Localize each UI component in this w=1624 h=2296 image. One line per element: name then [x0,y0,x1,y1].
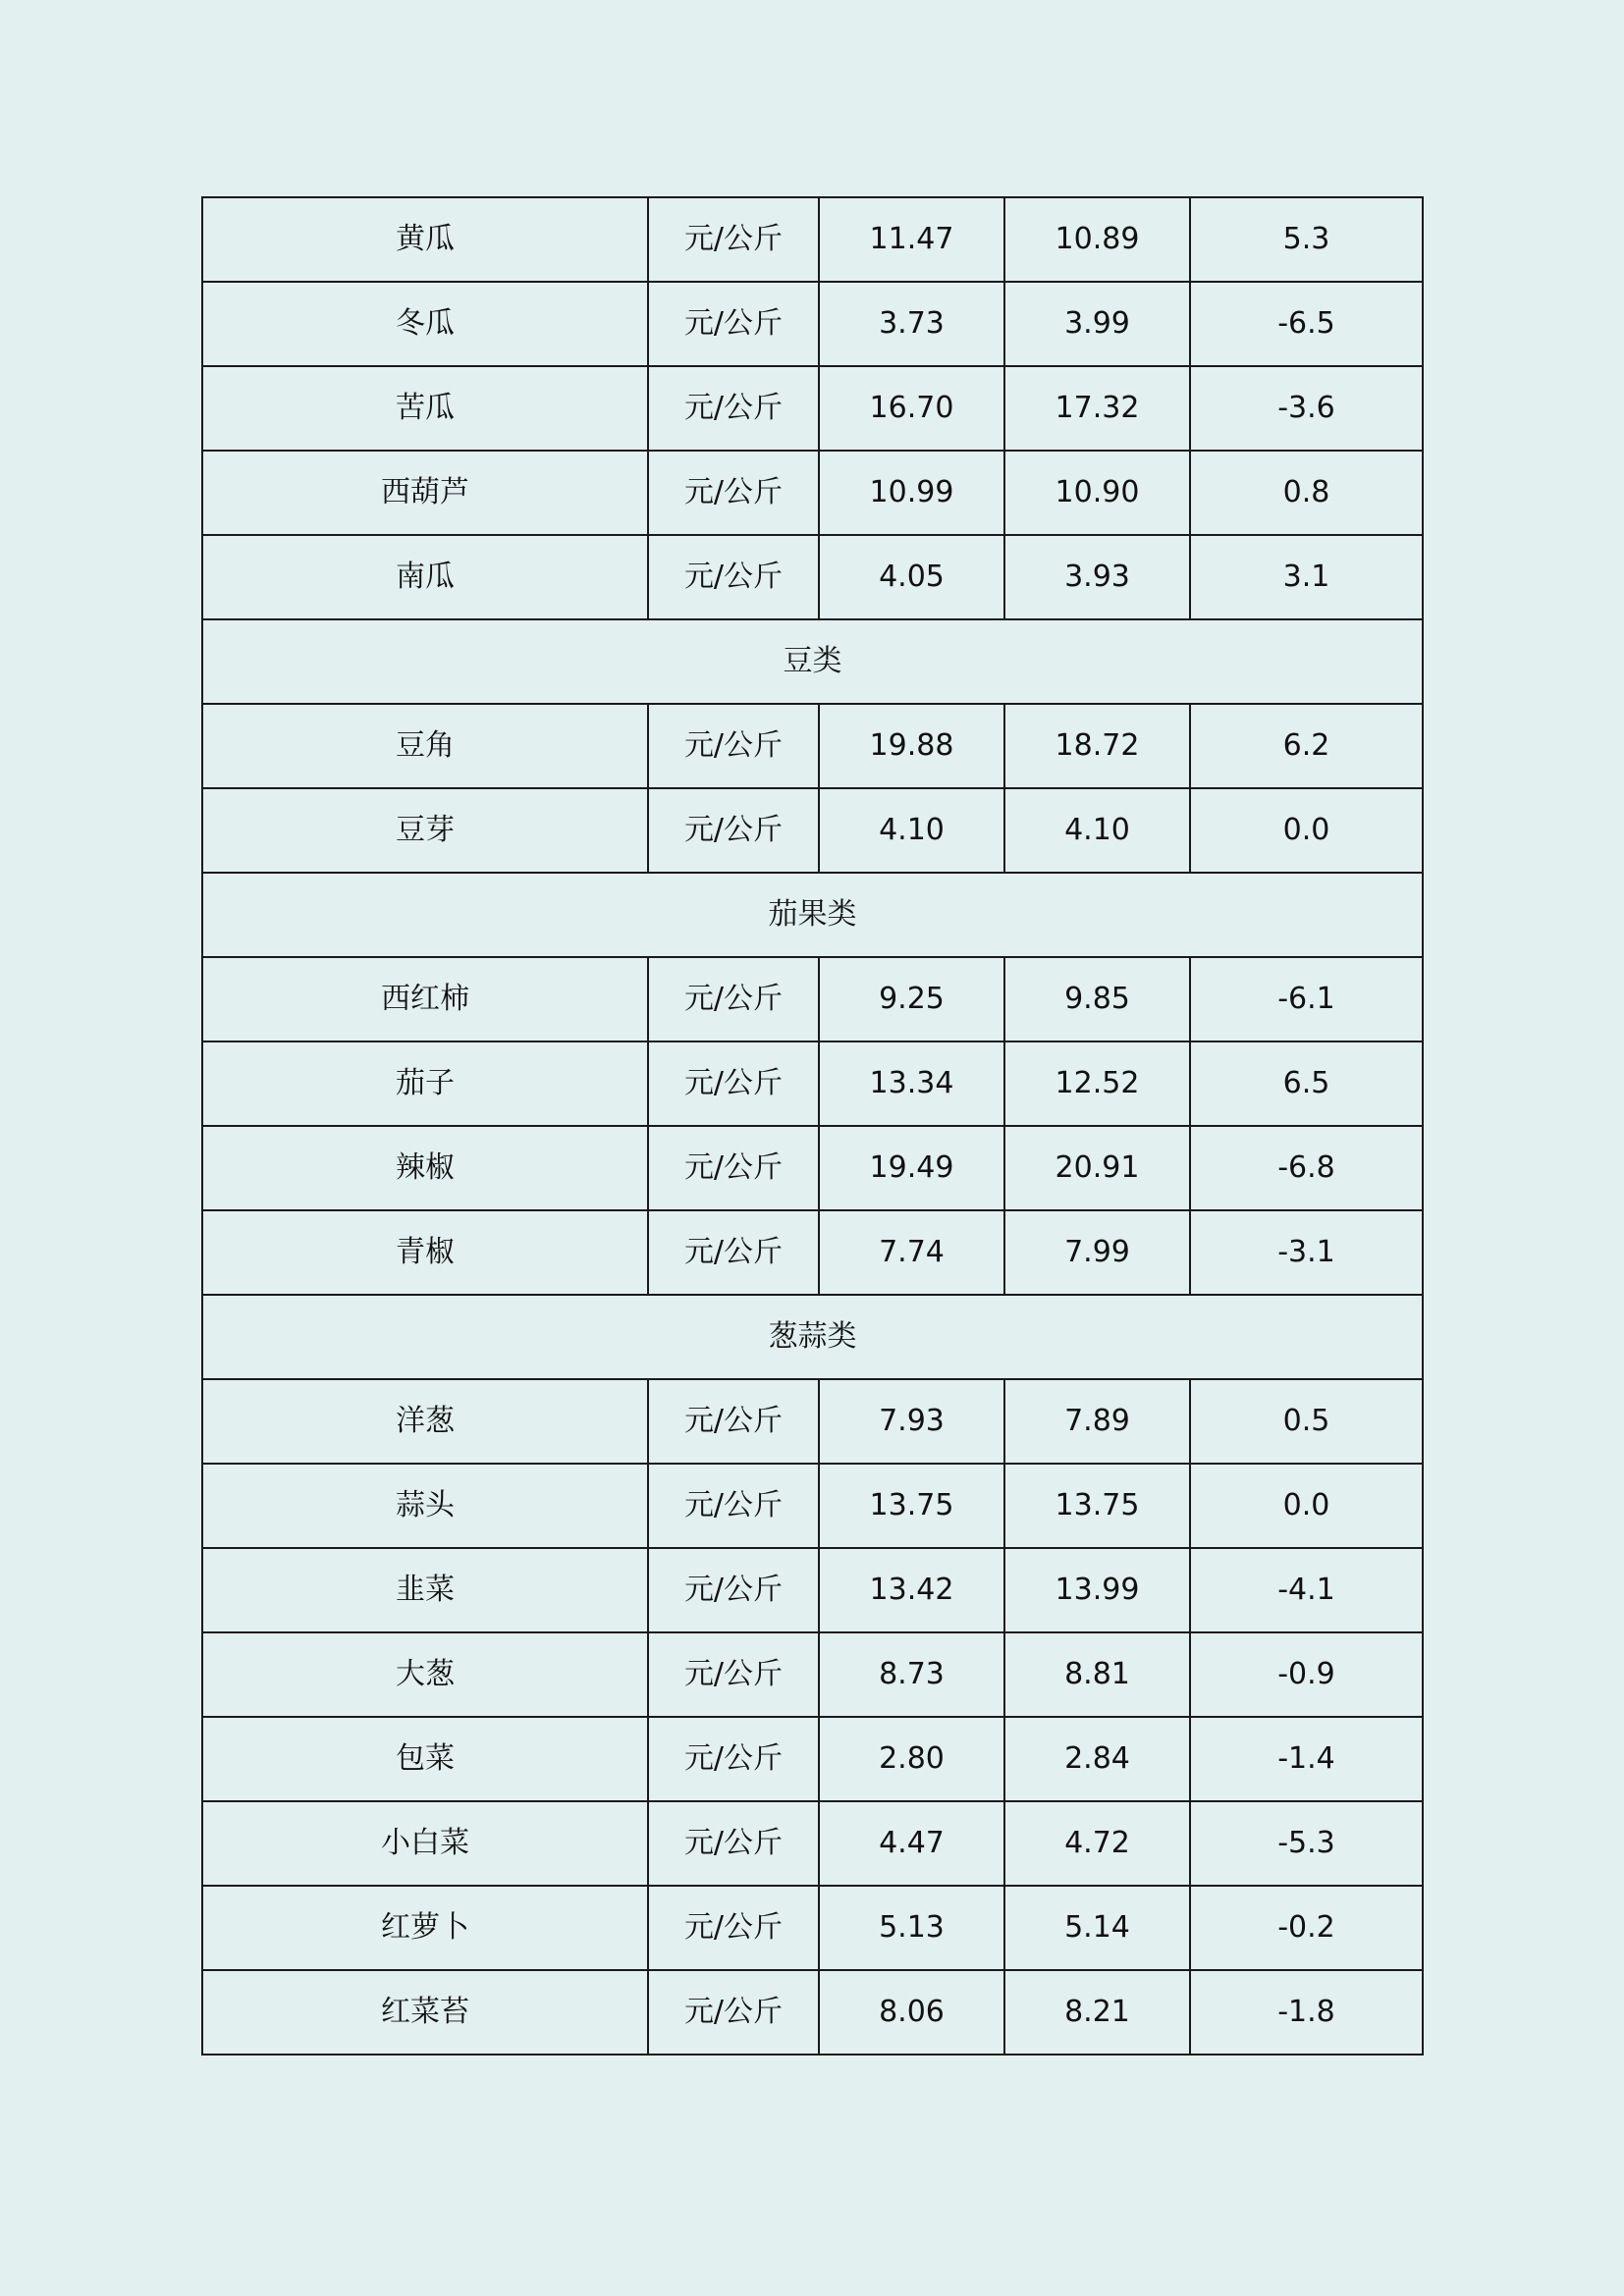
previous-price-cell: 20.91 [1004,1126,1190,1210]
table-row [202,1464,1423,1548]
change-percent-cell: -6.8 [1190,1126,1423,1210]
current-price-cell: 4.05 [819,535,1004,619]
previous-price-cell: 3.99 [1004,282,1190,366]
unit-cell: 元/公斤 [648,957,819,1041]
item-name-cell: 豆角 [202,704,648,788]
change-percent-cell: 0.0 [1190,788,1423,873]
unit-cell: 元/公斤 [648,1970,819,2055]
current-price-cell: 19.88 [819,704,1004,788]
table-row [202,704,1423,788]
price-table-body [202,197,1423,2055]
current-price-cell: 5.13 [819,1886,1004,1970]
current-price-cell: 13.34 [819,1041,1004,1126]
item-name-cell: 茄子 [202,1041,648,1126]
category-label: 葱蒜类 [202,1295,1423,1379]
item-name-cell: 包菜 [202,1717,648,1801]
current-price-cell: 4.47 [819,1801,1004,1886]
unit-cell: 元/公斤 [648,1041,819,1126]
current-price-cell: 7.74 [819,1210,1004,1295]
unit-cell: 元/公斤 [648,366,819,451]
table-row [202,1717,1423,1801]
previous-price-cell: 9.85 [1004,957,1190,1041]
previous-price-cell: 17.32 [1004,366,1190,451]
change-percent-cell: -0.9 [1190,1632,1423,1717]
previous-price-cell: 4.72 [1004,1801,1190,1886]
unit-cell: 元/公斤 [648,1210,819,1295]
category-row [202,873,1423,957]
change-percent-cell: 5.3 [1190,197,1423,282]
table-row [202,451,1423,535]
table-row [202,1886,1423,1970]
unit-cell: 元/公斤 [648,1717,819,1801]
item-name-cell: 苦瓜 [202,366,648,451]
item-name-cell: 青椒 [202,1210,648,1295]
category-row [202,619,1423,704]
table-row [202,957,1423,1041]
change-percent-cell: -3.1 [1190,1210,1423,1295]
change-percent-cell: -6.5 [1190,282,1423,366]
previous-price-cell: 10.90 [1004,451,1190,535]
unit-cell: 元/公斤 [648,1464,819,1548]
item-name-cell: 蒜头 [202,1464,648,1548]
table-row [202,282,1423,366]
current-price-cell: 19.49 [819,1126,1004,1210]
item-name-cell: 韭菜 [202,1548,648,1632]
unit-cell: 元/公斤 [648,1886,819,1970]
table-row [202,788,1423,873]
previous-price-cell: 3.93 [1004,535,1190,619]
current-price-cell: 8.06 [819,1970,1004,2055]
previous-price-cell: 7.99 [1004,1210,1190,1295]
current-price-cell: 11.47 [819,197,1004,282]
previous-price-cell: 2.84 [1004,1717,1190,1801]
unit-cell: 元/公斤 [648,704,819,788]
table-row [202,1210,1423,1295]
unit-cell: 元/公斤 [648,1548,819,1632]
price-table [201,196,1424,2056]
unit-cell: 元/公斤 [648,197,819,282]
change-percent-cell: -1.8 [1190,1970,1423,2055]
table-row [202,1801,1423,1886]
item-name-cell: 红萝卜 [202,1886,648,1970]
change-percent-cell: 0.0 [1190,1464,1423,1548]
previous-price-cell: 12.52 [1004,1041,1190,1126]
category-row [202,1295,1423,1379]
previous-price-cell: 8.81 [1004,1632,1190,1717]
change-percent-cell: -0.2 [1190,1886,1423,1970]
item-name-cell: 黄瓜 [202,197,648,282]
item-name-cell: 大葱 [202,1632,648,1717]
current-price-cell: 3.73 [819,282,1004,366]
table-row [202,197,1423,282]
item-name-cell: 豆芽 [202,788,648,873]
unit-cell: 元/公斤 [648,788,819,873]
table-row [202,1548,1423,1632]
table-row [202,1126,1423,1210]
unit-cell: 元/公斤 [648,1632,819,1717]
table-row [202,1379,1423,1464]
change-percent-cell: -1.4 [1190,1717,1423,1801]
previous-price-cell: 13.99 [1004,1548,1190,1632]
current-price-cell: 13.42 [819,1548,1004,1632]
current-price-cell: 16.70 [819,366,1004,451]
item-name-cell: 洋葱 [202,1379,648,1464]
item-name-cell: 红菜苔 [202,1970,648,2055]
previous-price-cell: 13.75 [1004,1464,1190,1548]
change-percent-cell: 6.5 [1190,1041,1423,1126]
change-percent-cell: 0.8 [1190,451,1423,535]
current-price-cell: 10.99 [819,451,1004,535]
unit-cell: 元/公斤 [648,535,819,619]
current-price-cell: 2.80 [819,1717,1004,1801]
item-name-cell: 辣椒 [202,1126,648,1210]
unit-cell: 元/公斤 [648,1379,819,1464]
previous-price-cell: 7.89 [1004,1379,1190,1464]
change-percent-cell: -3.6 [1190,366,1423,451]
current-price-cell: 9.25 [819,957,1004,1041]
change-percent-cell: 3.1 [1190,535,1423,619]
item-name-cell: 西葫芦 [202,451,648,535]
previous-price-cell: 4.10 [1004,788,1190,873]
previous-price-cell: 18.72 [1004,704,1190,788]
item-name-cell: 南瓜 [202,535,648,619]
table-row [202,1041,1423,1126]
current-price-cell: 13.75 [819,1464,1004,1548]
previous-price-cell: 10.89 [1004,197,1190,282]
category-label: 茄果类 [202,873,1423,957]
previous-price-cell: 8.21 [1004,1970,1190,2055]
current-price-cell: 4.10 [819,788,1004,873]
table-row [202,366,1423,451]
unit-cell: 元/公斤 [648,282,819,366]
table-row [202,1970,1423,2055]
item-name-cell: 西红柿 [202,957,648,1041]
current-price-cell: 7.93 [819,1379,1004,1464]
item-name-cell: 冬瓜 [202,282,648,366]
previous-price-cell: 5.14 [1004,1886,1190,1970]
table-row [202,535,1423,619]
change-percent-cell: 6.2 [1190,704,1423,788]
unit-cell: 元/公斤 [648,1126,819,1210]
change-percent-cell: 0.5 [1190,1379,1423,1464]
category-label: 豆类 [202,619,1423,704]
change-percent-cell: -4.1 [1190,1548,1423,1632]
item-name-cell: 小白菜 [202,1801,648,1886]
change-percent-cell: -6.1 [1190,957,1423,1041]
current-price-cell: 8.73 [819,1632,1004,1717]
change-percent-cell: -5.3 [1190,1801,1423,1886]
unit-cell: 元/公斤 [648,451,819,535]
table-row [202,1632,1423,1717]
unit-cell: 元/公斤 [648,1801,819,1886]
